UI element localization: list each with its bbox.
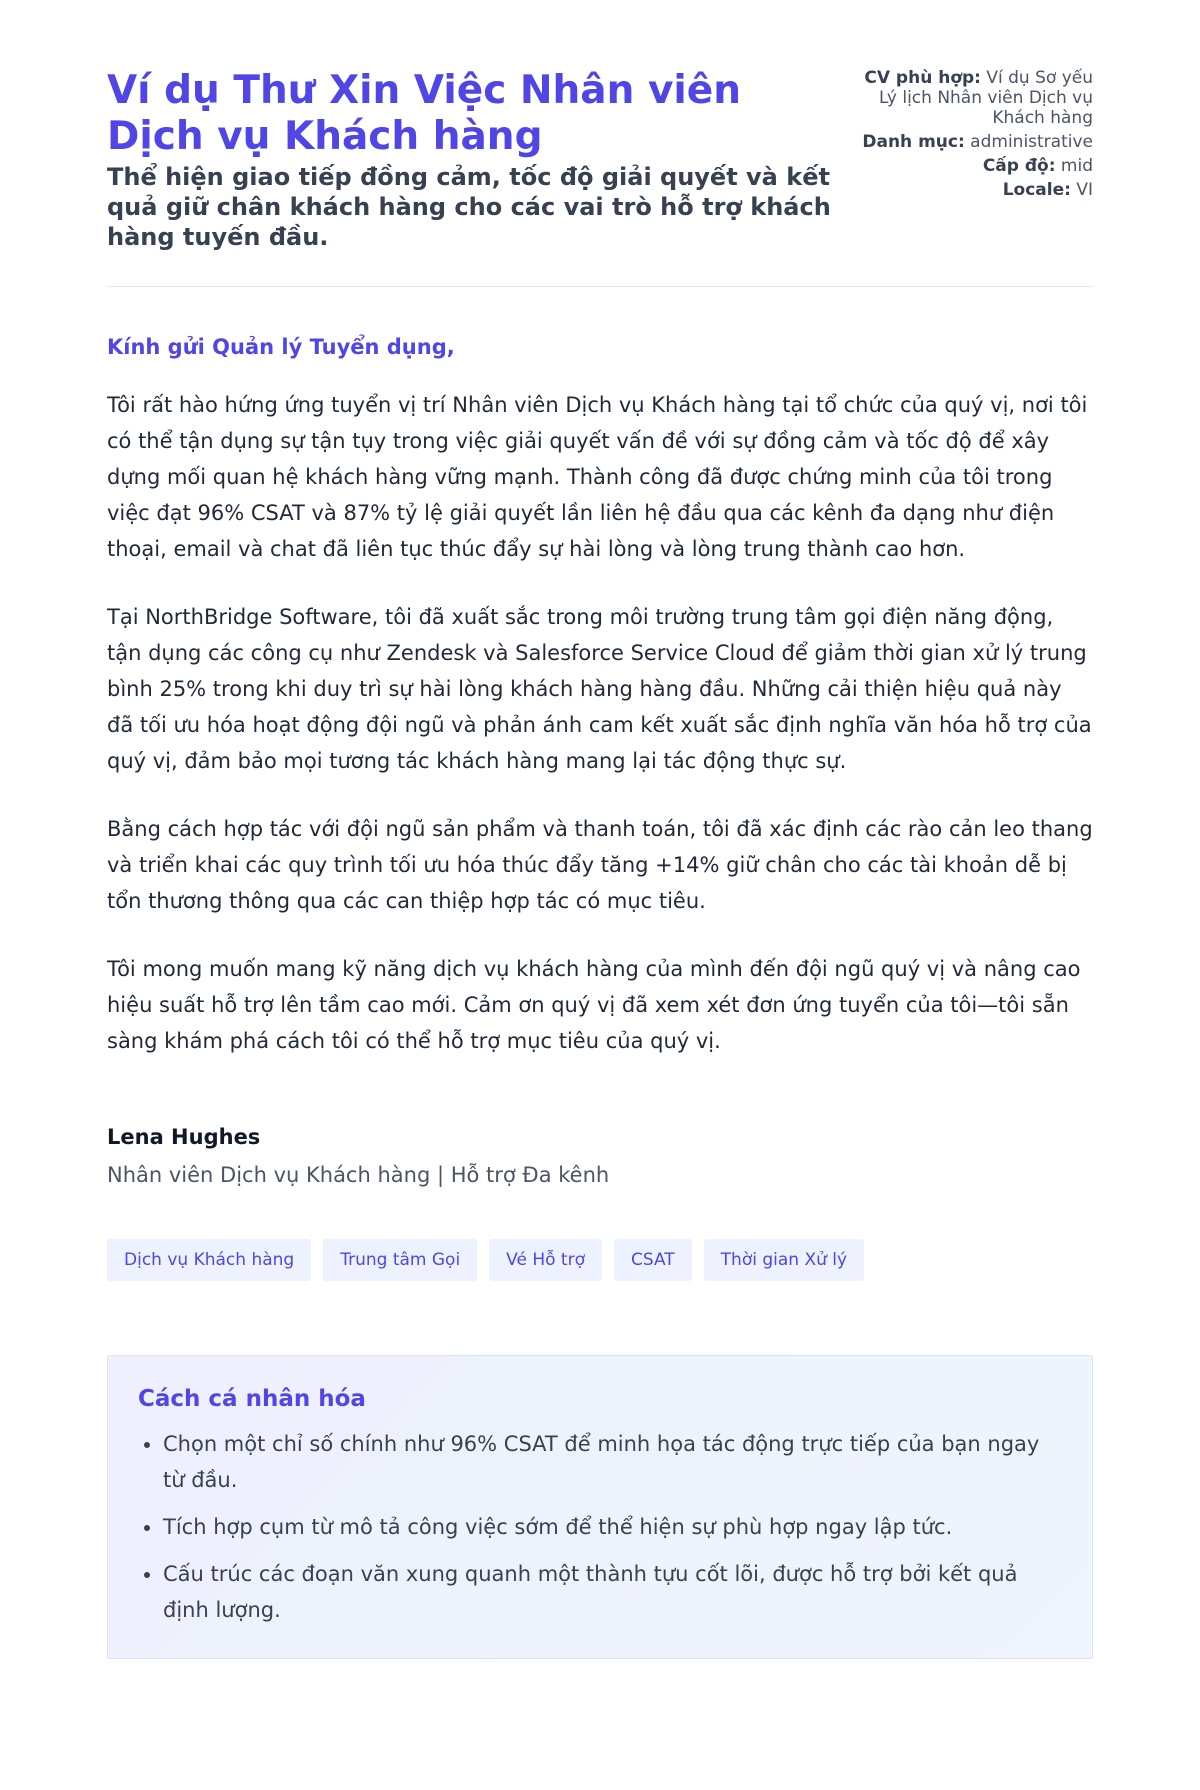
meta-cv-value[interactable]: Ví dụ Sơ yếu Lý lịch Nhân viên Dịch vụ Khách hàng [878, 68, 1093, 128]
tag-chip[interactable]: Dịch vụ Khách hàng [107, 1239, 311, 1281]
letter-salutation: Kính gửi Quản lý Tuyển dụng, [107, 335, 455, 359]
tips-list [138, 1426, 1062, 1628]
tag-list [107, 1239, 1093, 1281]
page-title: Ví dụ Thư Xin Việc Nhân viên Dịch vụ Khách hàng [107, 68, 741, 159]
meta-level-label: Cấp độ: [982, 156, 1056, 176]
header-left [107, 68, 844, 252]
page-header [107, 68, 1093, 287]
personalization-tips-box [107, 1355, 1093, 1659]
meta-cv [844, 68, 1093, 128]
meta-category [844, 132, 1093, 152]
meta-category-label: Danh mục: [862, 132, 965, 152]
meta-locale-value: VI [1076, 180, 1093, 200]
signature-name: Lena Hughes [107, 1125, 261, 1149]
letter-paragraph: Tại NorthBridge Software, tôi đã xuất sắc trong môi trường trung tâm gọi điện năng động, tận dụng các công cụ như Zendesk và Salesforce Service Cloud để giảm thời gian xử lý trung bình 25% trong khi duy trì sự hài lòng khách hàng hàng đầu. Những cải thiện hiệu quả này đã tối ưu hóa hoạt động đội ngũ và phản ánh cam kết xuất sắc định nghĩa văn hóa hỗ trợ của quý vị, đảm bảo mọi tương tác khách hàng mang lại tác động thực sự. [107, 605, 1092, 773]
meta-category-value: administrative [970, 132, 1093, 152]
letter-paragraph: Tôi mong muốn mang kỹ năng dịch vụ khách hàng của mình đến đội ngũ quý vị và nâng cao hiệu suất hỗ trợ lên tầm cao mới. Cảm ơn quý vị đã xem xét đơn ứng tuyển của tôi—tôi sẵn sàng khám phá cách tôi có thể hỗ trợ mục tiêu của quý vị. [107, 957, 1081, 1053]
letter-paragraph: Bằng cách hợp tác với đội ngũ sản phẩm và thanh toán, tôi đã xác định các rào cản leo thang và triển khai các quy trình tối ưu hóa thúc đẩy tăng +14% giữ chân cho các tài khoản dễ bị tổn thương thông qua các can thiệp hợp tác có mục tiêu. [107, 817, 1093, 913]
tag-chip[interactable]: Vé Hỗ trợ [489, 1239, 602, 1281]
meta-level [844, 156, 1093, 176]
page-subtitle: Thể hiện giao tiếp đồng cảm, tốc độ giải quyết và kết quả giữ chân khách hàng cho các vai trò hỗ trợ khách hàng tuyến đầu. [107, 163, 831, 251]
tag-chip[interactable]: Thời gian Xử lý [704, 1239, 864, 1281]
tip-item: • Chọn một chỉ số chính như 96% CSAT để minh họa tác động trực tiếp của bạn ngay từ đầu. [163, 1426, 1062, 1498]
letter-paragraph: Tôi rất hào hứng ứng tuyển vị trí Nhân viên Dịch vụ Khách hàng tại tổ chức của quý vị, nơi tôi có thể tận dụng sự tận tụy trong việc giải quyết vấn đề với sự đồng cảm và tốc độ để xây dựng mối quan hệ khách hàng vững mạnh. Thành công đã được chứng minh của tôi trong việc đạt 96% CSAT và 87% tỷ lệ giải quyết lần liên hệ đầu qua các kênh đa dạng như điện thoại, email và chat đã liên tục thúc đẩy sự hài lòng và lòng trung thành cao hơn. [107, 393, 1088, 561]
meta-level-value: mid [1060, 156, 1093, 176]
meta-locale-label: Locale: [1002, 180, 1071, 200]
tag-chip[interactable]: Trung tâm Gọi [323, 1239, 477, 1281]
tip-item: • Tích hợp cụm từ mô tả công việc sớm để thể hiện sự phù hợp ngay lập tức. [163, 1509, 1062, 1545]
tip-item: • Cấu trúc các đoạn văn xung quanh một thành tựu cốt lõi, được hỗ trợ bởi kết quả định lượng. [163, 1556, 1062, 1628]
meta-locale [844, 180, 1093, 200]
tag-chip[interactable]: CSAT [614, 1239, 692, 1281]
meta-panel [844, 68, 1093, 204]
meta-cv-label: CV phù hợp: [864, 68, 981, 88]
signature-title: Nhân viên Dịch vụ Khách hàng | Hỗ trợ Đa kênh [107, 1163, 610, 1187]
tips-title: Cách cá nhân hóa [138, 1386, 366, 1412]
